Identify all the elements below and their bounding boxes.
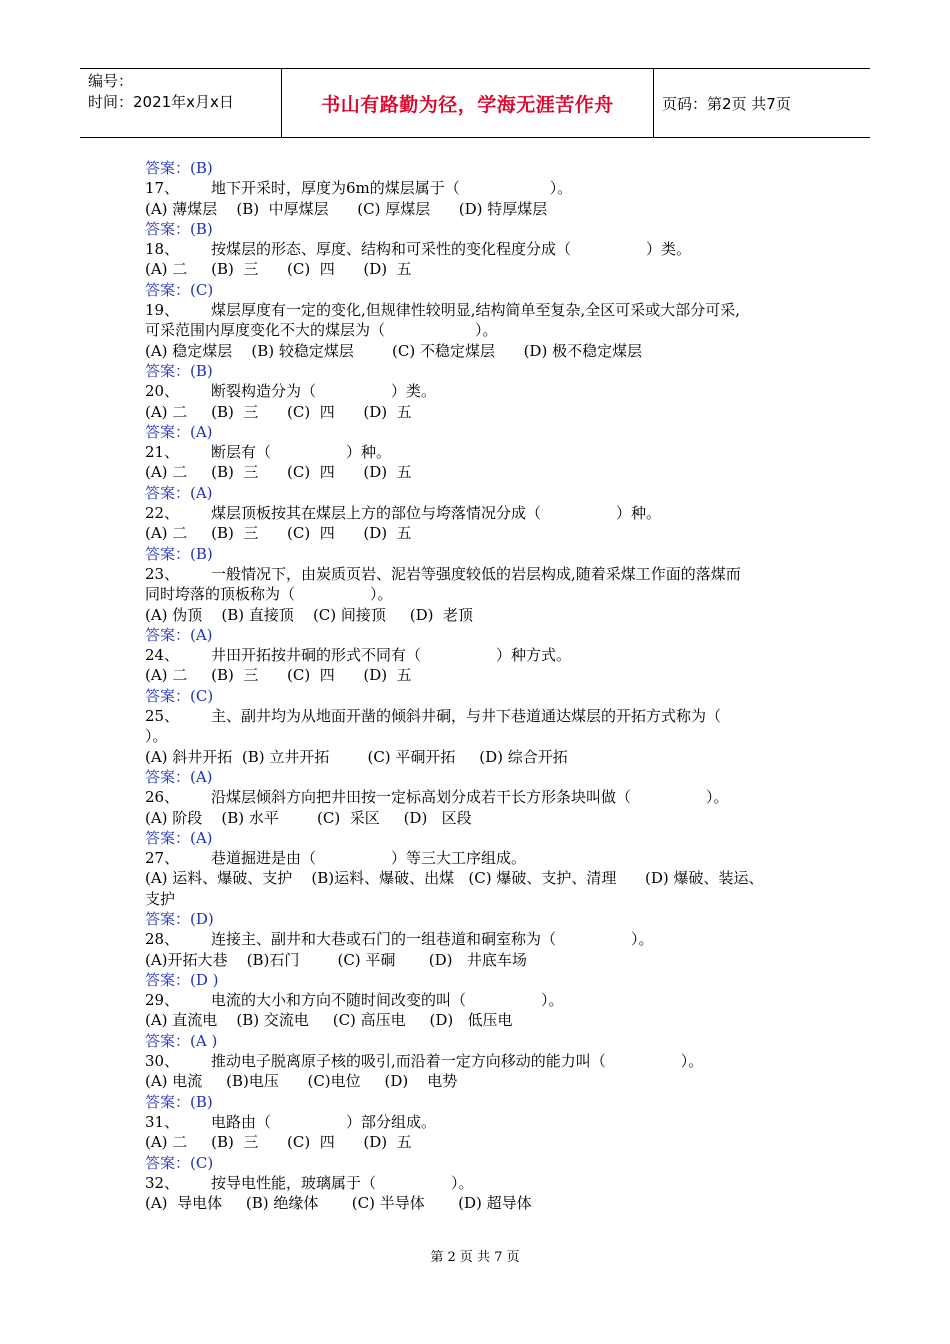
question-31 xyxy=(145,1112,825,1132)
question-options: (A) 二 (B) 三 (C) 四 (D) 五 xyxy=(145,463,412,482)
document-date-label: 时间：2021年x月x日 xyxy=(88,93,234,111)
answer-line: 答案：(C) xyxy=(145,1153,214,1172)
header-left-cell xyxy=(80,69,282,137)
question-32 xyxy=(145,1173,825,1193)
question-22 xyxy=(145,503,825,523)
answer-line: 答案：(D) xyxy=(145,909,214,928)
question-number: 29、 xyxy=(145,991,180,1010)
question-options: (A) 阶段 (B) 水平 (C) 采区 (D) 区段 xyxy=(145,808,472,827)
question-number: 19、 xyxy=(145,301,180,320)
question-number: 25、 xyxy=(145,707,180,726)
question-number: 23、 xyxy=(145,564,180,583)
header-page-number: 页码：第2页 共7页 xyxy=(662,94,791,113)
question-19 xyxy=(145,300,825,320)
question-text-continued: 同时垮落的顶板称为（ ）。 xyxy=(145,585,393,604)
question-options: (A) 二 (B) 三 (C) 四 (D) 五 xyxy=(145,402,412,421)
answer-line: 答案：(D ) xyxy=(145,970,219,989)
question-text: 井田开拓按井硐的形式不同有（ ）种方式。 xyxy=(211,646,572,665)
answer-line: 答案：(B) xyxy=(145,1092,213,1111)
question-options: (A) 斜井开拓 (B) 立井开拓 (C) 平硐开拓 (D) 综合开拓 xyxy=(145,747,568,766)
question-text: 主、副井均为从地面开凿的倾斜井硐，与井下巷道通达煤层的开拓方式称为（ xyxy=(211,707,722,726)
question-text-continued: 可采范围内厚度变化不大的煤层为（ ）。 xyxy=(145,321,498,340)
question-options: (A) 稳定煤层 (B) 较稳定煤层 (C) 不稳定煤层 (D) 极不稳定煤层 xyxy=(145,341,643,360)
question-text: 巷道掘进是由（ ）等三大工序组成。 xyxy=(211,849,527,868)
answer-line: 答案：(A) xyxy=(145,828,213,847)
question-text-continued: ）。 xyxy=(145,727,168,746)
header-motto: 书山有路勤为径，学海无涯苦作舟 xyxy=(282,69,654,137)
question-options: (A) 二 (B) 三 (C) 四 (D) 五 xyxy=(145,1133,412,1152)
question-number: 17、 xyxy=(145,179,180,198)
question-options: (A) 电流 (B)电压 (C)电位 (D) 电势 xyxy=(145,1072,458,1091)
answer-line: 答案：(A) xyxy=(145,625,213,644)
question-text: 电路由（ ）部分组成。 xyxy=(211,1112,437,1131)
answer-line: 答案：(C) xyxy=(145,280,214,299)
question-options: (A) 薄煤层 (B) 中厚煤层 (C) 厚煤层 (D) 特厚煤层 xyxy=(145,199,548,218)
question-number: 26、 xyxy=(145,788,180,807)
question-text: 电流的大小和方向不随时间改变的叫（ ）。 xyxy=(211,991,564,1010)
question-number: 24、 xyxy=(145,646,180,665)
question-23 xyxy=(145,564,825,584)
question-26 xyxy=(145,787,825,807)
question-number: 30、 xyxy=(145,1052,180,1071)
answer-line: 答案：(B) xyxy=(145,544,213,563)
answer-line: 答案：(A ) xyxy=(145,1031,218,1050)
question-number: 32、 xyxy=(145,1173,180,1192)
question-29 xyxy=(145,990,825,1010)
question-number: 31、 xyxy=(145,1112,180,1131)
question-30 xyxy=(145,1051,825,1071)
question-27 xyxy=(145,848,825,868)
answer-line: 答案：(A) xyxy=(145,767,213,786)
question-28 xyxy=(145,929,825,949)
answer-line: 答案：(C) xyxy=(145,686,214,705)
question-20 xyxy=(145,381,825,401)
document-number-label: 编号： xyxy=(88,72,134,90)
question-21 xyxy=(145,442,825,462)
question-number: 21、 xyxy=(145,443,180,462)
question-text: 煤层顶板按其在煤层上方的部位与垮落情况分成（ ）种。 xyxy=(211,504,662,523)
answer-line: 答案：(A) xyxy=(145,483,213,502)
question-options: (A) 运料、爆破、支护 (B)运料、爆破、出煤 (C) 爆破、支护、清理 (D) 爆破、装运、 xyxy=(145,869,764,888)
question-17 xyxy=(145,178,825,198)
question-25 xyxy=(145,706,825,726)
question-number: 20、 xyxy=(145,382,180,401)
question-text: 沿煤层倾斜方向把井田按一定标高划分成若干长方形条块叫做（ ）。 xyxy=(211,788,729,807)
question-options: (A) 二 (B) 三 (C) 四 (D) 五 xyxy=(145,260,412,279)
question-24 xyxy=(145,645,825,665)
question-options: (A)开拓大巷 (B)石门 (C) 平硐 (D) 井底车场 xyxy=(145,950,527,969)
question-options: (A) 二 (B) 三 (C) 四 (D) 五 xyxy=(145,524,412,543)
answer-line: 答案：(A) xyxy=(145,422,213,441)
page-header xyxy=(80,68,870,138)
question-text: 断层有（ ）种。 xyxy=(211,443,392,462)
question-options: (A) 直流电 (B) 交流电 (C) 高压电 (D) 低压电 xyxy=(145,1011,513,1030)
answer-line: 答案：(B) xyxy=(145,361,213,380)
question-number: 27、 xyxy=(145,849,180,868)
question-text: 断裂构造分为（ ）类。 xyxy=(211,382,437,401)
question-text: 按煤层的形态、厚度、结构和可采性的变化程度分成（ ）类。 xyxy=(211,240,692,259)
question-text: 地下开采时，厚度为6m的煤层属于（ ）。 xyxy=(211,179,573,198)
question-number: 18、 xyxy=(145,240,180,259)
answer-line: 答案：(B) xyxy=(145,219,213,238)
question-options-continued: 支护 xyxy=(145,889,176,908)
question-text: 推动电子脱离原子核的吸引,而沿着一定方向移动的能力叫（ ）。 xyxy=(211,1052,704,1071)
question-list xyxy=(145,158,825,1213)
question-text: 按导电性能，玻璃属于（ ）。 xyxy=(211,1173,474,1192)
question-text: 煤层厚度有一定的变化,但规律性较明显,结构简单至复杂,全区可采或大部分可采, xyxy=(211,301,741,320)
question-options: (A) 导电体 (B) 绝缘体 (C) 半导体 (D) 超导体 xyxy=(145,1194,532,1213)
question-options: (A) 二 (B) 三 (C) 四 (D) 五 xyxy=(145,666,412,685)
question-number: 22、 xyxy=(145,504,180,523)
question-text: 连接主、副井和大巷或石门的一组巷道和硐室称为（ ）。 xyxy=(211,930,654,949)
question-number: 28、 xyxy=(145,930,180,949)
question-options: (A) 伪顶 (B) 直接顶 (C) 间接顶 (D) 老顶 xyxy=(145,605,474,624)
question-18 xyxy=(145,239,825,259)
page-footer: 第 2 页 共 7 页 xyxy=(430,1250,520,1265)
question-text: 一般情况下，由炭质页岩、泥岩等强度较低的岩层构成,随着采煤工作面的落煤而 xyxy=(211,564,741,583)
answer-line: 答案：(B) xyxy=(145,159,213,177)
